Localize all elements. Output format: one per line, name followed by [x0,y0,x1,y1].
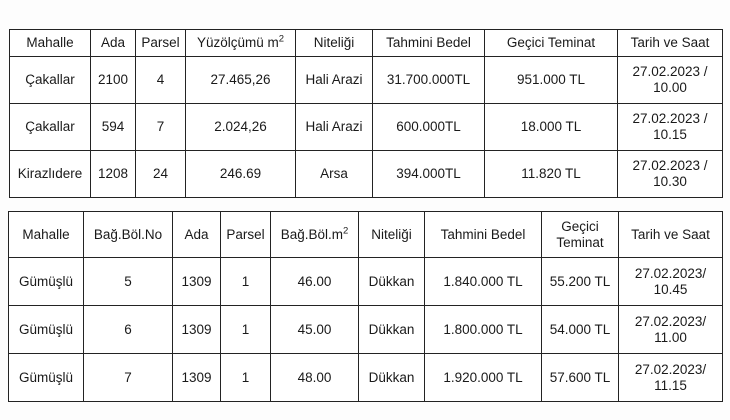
column-header-tahmini-bedel: Tahmini Bedel [425,212,542,258]
bagimsiz-bolum-ihale-table [8,211,723,402]
cell-mahalle: Gümüşlü [9,258,84,306]
arsa-arazi-ihale-table [9,29,723,198]
cell-yuzolcumu: 246.69 [186,151,296,198]
cell-tahmini-bedel: 600.000TL [373,104,485,151]
cell-tarih-ve-saat [618,57,723,104]
column-header-bag-bol-m2 [271,212,359,258]
cell-tarih: 27.02.2023/ [634,265,707,281]
cell-niteligi: Hali Arazi [296,57,373,104]
cell-mahalle: Kirazlıdere [10,151,91,198]
cell-saat: 11.00 [654,329,687,345]
superscript-two: 2 [278,33,285,45]
cell-gecici-teminat: 18.000 TL [485,104,618,151]
cell-saat: 10.45 [653,281,688,297]
superscript-two: 2 [342,225,349,237]
cell-mahalle: Gümüşlü [9,354,84,402]
cell-mahalle: Çakallar [10,104,91,151]
column-header-tahmini-bedel: Tahmini Bedel [373,30,485,57]
column-header-parsel: Parsel [221,212,271,258]
cell-tarih-ve-saat [619,258,723,306]
cell-saat: 11.15 [654,377,687,393]
cell-parsel: 24 [136,151,186,198]
column-header-gecici: Geçici [561,218,599,234]
cell-tahmini-bedel: 1.920.000 TL [425,354,542,402]
table-row [9,258,723,306]
cell-bag-bol-m2: 46.00 [271,258,359,306]
cell-saat: 10.15 [653,127,687,142]
cell-bag-bol-no: 5 [84,258,173,306]
cell-tarih-ve-saat [618,104,723,151]
cell-gecici-teminat: 57.600 TL [542,354,619,402]
cell-bag-bol-m2: 48.00 [271,354,359,402]
cell-bag-bol-no: 6 [84,306,173,354]
table-header-row [9,212,723,258]
cell-parsel: 7 [136,104,186,151]
column-header-gecici-teminat: Geçici Teminat [485,30,618,57]
table-1-container [9,29,722,198]
cell-saat: 10.00 [653,80,687,95]
cell-tarih: 27.02.2023 / [632,158,708,174]
cell-bag-bol-m2: 45.00 [271,306,359,354]
cell-tarih: 27.02.2023 / [632,64,708,80]
cell-ada: 1309 [173,306,221,354]
cell-gecici-teminat: 54.000 TL [542,306,619,354]
cell-mahalle: Çakallar [10,57,91,104]
column-header-bag-bol-m2-text: Bağ.Böl.m [280,226,343,242]
cell-tahmini-bedel: 1.800.000 TL [425,306,542,354]
cell-parsel: 4 [136,57,186,104]
cell-ada: 1309 [173,258,221,306]
cell-tarih-ve-saat [618,151,723,198]
column-header-niteligi: Niteliği [296,30,373,57]
cell-parsel: 1 [221,354,271,402]
cell-tarih: 27.02.2023/ [634,313,707,329]
table-2-container [8,211,722,402]
table-row [9,354,723,402]
cell-niteligi: Arsa [296,151,373,198]
cell-yuzolcumu: 27.465,26 [186,57,296,104]
column-header-bag-bol-no: Bağ.Böl.No [84,212,173,258]
cell-tarih: 27.02.2023/ [634,361,707,377]
cell-gecici-teminat: 11.820 TL [485,151,618,198]
cell-tahmini-bedel: 31.700.000TL [373,57,485,104]
cell-niteligi: Dükkan [359,306,425,354]
cell-tarih: 27.02.2023 / [632,111,708,127]
column-header-mahalle: Mahalle [10,30,91,57]
cell-tarih-ve-saat [619,306,723,354]
cell-bag-bol-no: 7 [84,354,173,402]
column-header-niteligi: Niteliği [359,212,425,258]
column-header-tarih-ve-saat: Tarih ve Saat [618,30,723,57]
cell-ada: 1309 [173,354,221,402]
cell-parsel: 1 [221,258,271,306]
cell-niteligi: Dükkan [359,258,425,306]
table-row [9,306,723,354]
cell-parsel: 1 [221,306,271,354]
column-header-teminat: Teminat [556,234,604,250]
table-row [10,151,723,198]
table-header-row [10,30,723,57]
cell-niteligi: Dükkan [359,354,425,402]
cell-niteligi: Hali Arazi [296,104,373,151]
column-header-yuzolcumu [186,30,296,57]
cell-saat: 10.30 [653,174,687,189]
column-header-mahalle: Mahalle [9,212,84,258]
cell-ada: 1208 [91,151,136,198]
table-row [10,57,723,104]
cell-ada: 594 [91,104,136,151]
cell-yuzolcumu: 2.024,26 [186,104,296,151]
cell-mahalle: Gümüşlü [9,306,84,354]
cell-gecici-teminat: 951.000 TL [485,57,618,104]
column-header-ada: Ada [91,30,136,57]
column-header-tarih-ve-saat: Tarih ve Saat [619,212,723,258]
table-row [10,104,723,151]
column-header-parsel: Parsel [136,30,186,57]
column-header-gecici-teminat [542,212,619,258]
cell-ada: 2100 [91,57,136,104]
column-header-ada: Ada [173,212,221,258]
column-header-yuzolcumu-text: Yüzölçümü m [196,35,279,51]
cell-tahmini-bedel: 394.000TL [373,151,485,198]
cell-tahmini-bedel: 1.840.000 TL [425,258,542,306]
cell-tarih-ve-saat [619,354,723,402]
cell-gecici-teminat: 55.200 TL [542,258,619,306]
